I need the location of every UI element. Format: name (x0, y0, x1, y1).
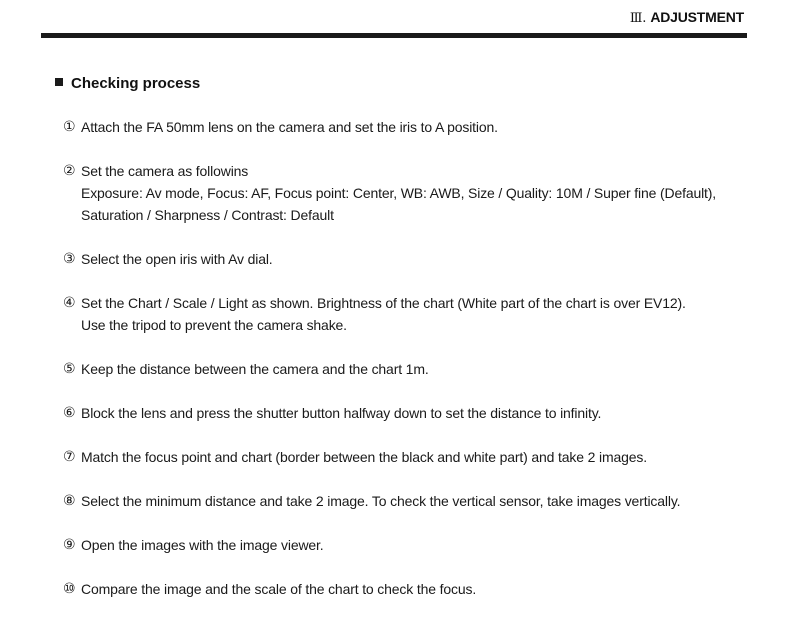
step-number: ② (63, 163, 76, 179)
step-text: Select the minimum distance and take 2 image. To check the vertical sensor, take images vertically. (81, 493, 681, 509)
step-item (63, 116, 763, 138)
section-heading (55, 75, 200, 92)
step-number: ③ (63, 251, 76, 267)
step-number: ⑤ (63, 361, 76, 377)
step-text: Exposure: Av mode, Focus: AF, Focus point: Center, WB: AWB, Size / Quality: 10M / Super fine (Default), (81, 185, 717, 201)
step-item (63, 160, 763, 226)
step-item (63, 248, 763, 270)
step-number: ④ (63, 295, 76, 311)
step-item (63, 358, 763, 380)
step-number: ⑥ (63, 405, 76, 421)
section-title: Checking process (71, 75, 201, 92)
step-item (63, 534, 763, 556)
step-item (63, 490, 763, 512)
step-text: Set the Chart / Scale / Light as shown. Brightness of the chart (White part of the chart is over EV12). (81, 295, 686, 311)
step-text: Match the focus point and chart (border between the black and white part) and take 2 images. (81, 449, 647, 465)
page-header (630, 9, 744, 26)
step-text: Compare the image and the scale of the chart to check the focus. (81, 581, 477, 597)
step-item (63, 402, 763, 424)
steps-list (63, 116, 763, 622)
chapter-title: ADJUSTMENT (650, 9, 744, 25)
chapter-numeral: Ⅲ. (629, 11, 647, 26)
step-text: Select the open iris with Av dial. (81, 251, 273, 267)
step-text: Set the camera as followins (81, 163, 249, 179)
step-number: ⑩ (63, 581, 76, 597)
step-item (63, 292, 763, 336)
step-item (63, 446, 763, 468)
step-text: Keep the distance between the camera and the chart 1m. (81, 361, 429, 377)
step-number: ⑦ (63, 449, 76, 465)
step-number: ① (63, 119, 76, 135)
square-bullet-icon (55, 78, 63, 86)
step-text: Block the lens and press the shutter button halfway down to set the distance to infinity. (81, 405, 602, 421)
step-number: ⑧ (63, 493, 76, 509)
step-text: Open the images with the image viewer. (81, 537, 324, 553)
step-number: ⑨ (63, 537, 76, 553)
step-text: Attach the FA 50mm lens on the camera and set the iris to A position. (81, 119, 498, 135)
step-text: Saturation / Sharpness / Contrast: Default (81, 207, 334, 223)
header-rule (41, 33, 747, 38)
step-item (63, 578, 763, 600)
step-text: Use the tripod to prevent the camera shake. (81, 317, 347, 333)
